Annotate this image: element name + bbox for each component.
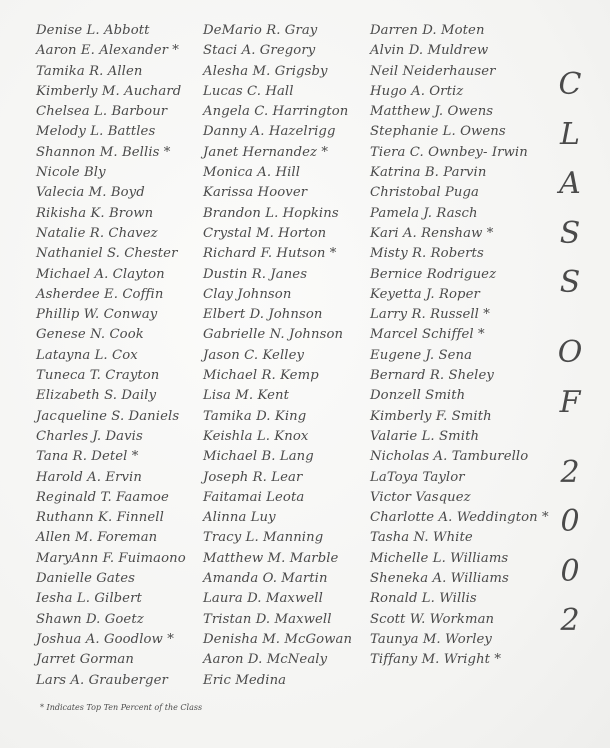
graduate-name: Valarie L. Smith bbox=[370, 428, 480, 444]
graduate-name: Tasha N. White bbox=[370, 530, 473, 546]
graduate-name: Shannon M. Bellis * bbox=[36, 144, 171, 160]
graduate-name: Donzell Smith bbox=[370, 388, 466, 404]
graduate-name: Keishla L. Knox bbox=[203, 428, 309, 444]
graduate-name: LaToya Taylor bbox=[370, 469, 465, 485]
graduate-name: Christobal Puga bbox=[370, 185, 479, 201]
graduate-name: Dustin R. Janes bbox=[203, 266, 308, 282]
graduate-name: Michelle L. Williams bbox=[370, 550, 509, 566]
graduate-name: MaryAnn F. Fuimaono bbox=[36, 550, 186, 566]
title-letter: C bbox=[558, 67, 582, 102]
graduate-name: Danielle Gates bbox=[36, 571, 136, 587]
graduate-name: Tiffany M. Wright * bbox=[370, 652, 502, 668]
graduate-name: Alvin D. Muldrew bbox=[370, 43, 489, 59]
graduate-name: Neil Neiderhauser bbox=[370, 63, 496, 79]
graduate-name: Gabrielle N. Johnson bbox=[203, 327, 344, 343]
graduate-name: Ruthann K. Finnell bbox=[36, 510, 164, 526]
graduate-name: Rikisha K. Brown bbox=[36, 205, 154, 221]
footnote: * Indicates Top Ten Percent of the Class bbox=[40, 703, 203, 712]
graduate-name: Alinna Luy bbox=[203, 510, 276, 526]
graduate-name: Marcel Schiffel * bbox=[370, 327, 485, 343]
graduate-name: Lars A. Grauberger bbox=[36, 672, 168, 688]
graduate-name: Denise L. Abbott bbox=[36, 23, 150, 38]
names-column-1 bbox=[36, 21, 206, 691]
class-of-2002-title bbox=[550, 67, 590, 656]
graduate-name: Charlotte A. Weddington * bbox=[370, 510, 549, 526]
graduate-name: Denisha M. McGowan bbox=[203, 631, 353, 647]
graduate-name: Michael B. Lang bbox=[203, 449, 314, 465]
graduate-name: Pamela J. Rasch bbox=[370, 205, 478, 221]
graduate-name: Angela C. Harrington bbox=[203, 104, 349, 120]
graduate-name: Elbert D. Johnson bbox=[203, 307, 323, 323]
graduate-name: Matthew M. Marble bbox=[203, 550, 339, 566]
graduate-name: Clay Johnson bbox=[203, 286, 292, 302]
title-letter: O bbox=[557, 335, 583, 370]
graduate-name: Bernice Rodriguez bbox=[370, 266, 497, 282]
graduate-name: Asherdee E. Coffin bbox=[36, 286, 164, 302]
graduate-name: Latayna L. Cox bbox=[36, 347, 138, 363]
graduate-name: Jarret Gorman bbox=[36, 652, 134, 668]
title-letter: L bbox=[560, 116, 580, 152]
graduate-name: Eugene J. Sena bbox=[370, 347, 473, 363]
graduate-name: Staci A. Gregory bbox=[203, 43, 316, 59]
graduate-name: Brandon L. Hopkins bbox=[203, 205, 339, 221]
graduate-name: Taunya M. Worley bbox=[370, 631, 492, 647]
graduate-name: Kimberly M. Auchard bbox=[36, 83, 182, 99]
graduate-name: Lisa M. Kent bbox=[203, 388, 289, 404]
graduate-name: Kimberly F. Smith bbox=[370, 408, 492, 424]
graduate-name: Tamika R. Allen bbox=[36, 63, 143, 79]
graduate-name: Michael A. Clayton bbox=[36, 266, 165, 282]
graduate-name: Reginald T. Faamoe bbox=[36, 489, 169, 505]
graduate-name: Amanda O. Martin bbox=[203, 571, 328, 587]
graduate-name: Tana R. Detel * bbox=[36, 449, 139, 465]
graduate-name: Genese N. Cook bbox=[36, 327, 144, 343]
graduate-name: Harold A. Ervin bbox=[36, 469, 142, 485]
title-letter: A bbox=[559, 166, 581, 201]
graduate-name: Charles J. Davis bbox=[36, 428, 143, 444]
graduate-name: DeMario R. Gray bbox=[203, 23, 318, 38]
graduate-name: Nathaniel S. Chester bbox=[36, 246, 178, 262]
graduate-name: Valecia M. Boyd bbox=[36, 185, 145, 201]
title-letter: 0 bbox=[560, 553, 580, 589]
graduate-name: Jason C. Kelley bbox=[203, 347, 305, 363]
graduate-name: Faitamai Leota bbox=[203, 489, 305, 505]
graduate-name: Victor Vasquez bbox=[370, 489, 471, 505]
graduate-name: Matthew J. Owens bbox=[370, 104, 494, 120]
graduate-name: Nicholas A. Tamburello bbox=[370, 449, 529, 465]
graduate-name: Phillip W. Conway bbox=[36, 307, 158, 323]
names-column-3 bbox=[370, 21, 550, 671]
graduate-name: Ronald L. Willis bbox=[370, 591, 477, 607]
graduate-name: Kari A. Renshaw * bbox=[370, 225, 494, 241]
graduate-name: Eric Medina bbox=[203, 672, 287, 688]
graduate-name: Aaron D. McNealy bbox=[203, 652, 328, 668]
graduate-name: Shawn D. Goetz bbox=[36, 611, 144, 627]
graduate-name: Natalie R. Chavez bbox=[36, 225, 158, 241]
graduate-name: Hugo A. Ortiz bbox=[370, 83, 464, 99]
graduate-name: Sheneka A. Williams bbox=[370, 571, 509, 587]
graduate-name: Danny A. Hazelrigg bbox=[203, 124, 336, 140]
graduate-name: Joseph R. Lear bbox=[203, 469, 303, 485]
graduate-name: Crystal M. Horton bbox=[203, 225, 327, 241]
graduate-name: Tamika D. King bbox=[203, 408, 307, 424]
graduate-name: Tracy L. Manning bbox=[203, 530, 324, 546]
title-letter: 2 bbox=[560, 603, 580, 638]
graduate-name: Tiera C. Ownbey- Irwin bbox=[370, 144, 528, 160]
graduate-name: Nicole Bly bbox=[36, 165, 106, 181]
graduate-name: Katrina B. Parvin bbox=[370, 165, 487, 181]
graduate-name: Alesha M. Grigsby bbox=[203, 63, 328, 79]
graduate-name: Allen M. Foreman bbox=[36, 530, 158, 546]
graduate-name: Tuneca T. Crayton bbox=[36, 368, 160, 384]
graduate-name: Monica A. Hill bbox=[203, 165, 301, 181]
names-column-2 bbox=[203, 21, 373, 691]
graduate-name: Michael R. Kemp bbox=[203, 368, 319, 384]
graduate-name: Stephanie L. Owens bbox=[370, 124, 506, 140]
title-letter: F bbox=[559, 384, 581, 420]
graduate-name: Karissa Hoover bbox=[203, 185, 308, 201]
graduate-name: Misty R. Roberts bbox=[370, 246, 484, 262]
graduate-name: Bernard R. Sheley bbox=[370, 368, 494, 384]
title-letter: 0 bbox=[560, 504, 580, 539]
graduate-name: Chelsea L. Barbour bbox=[36, 104, 168, 120]
graduate-name: Melody L. Battles bbox=[36, 124, 156, 140]
graduate-name: Scott W. Workman bbox=[370, 611, 495, 627]
graduate-name: Darren D. Moten bbox=[370, 23, 485, 38]
graduate-name: Keyetta J. Roper bbox=[370, 286, 480, 302]
graduate-name: Larry R. Russell * bbox=[370, 307, 490, 323]
title-letter: S bbox=[559, 265, 581, 300]
graduate-name: Joshua A. Goodlow * bbox=[36, 631, 174, 647]
graduate-name: Janet Hernandez * bbox=[203, 144, 329, 160]
graduate-name: Richard F. Hutson * bbox=[203, 246, 337, 262]
title-letter: 2 bbox=[560, 454, 580, 490]
graduate-name: Aaron E. Alexander * bbox=[36, 43, 179, 59]
graduate-name: Laura D. Maxwell bbox=[203, 591, 323, 607]
graduate-name: Iesha L. Gilbert bbox=[36, 591, 142, 607]
graduate-name: Lucas C. Hall bbox=[203, 83, 294, 99]
title-letter: S bbox=[559, 215, 581, 251]
graduate-name: Elizabeth S. Daily bbox=[36, 388, 157, 404]
graduate-name: Jacqueline S. Daniels bbox=[36, 408, 180, 424]
graduate-name: Tristan D. Maxwell bbox=[203, 611, 332, 627]
